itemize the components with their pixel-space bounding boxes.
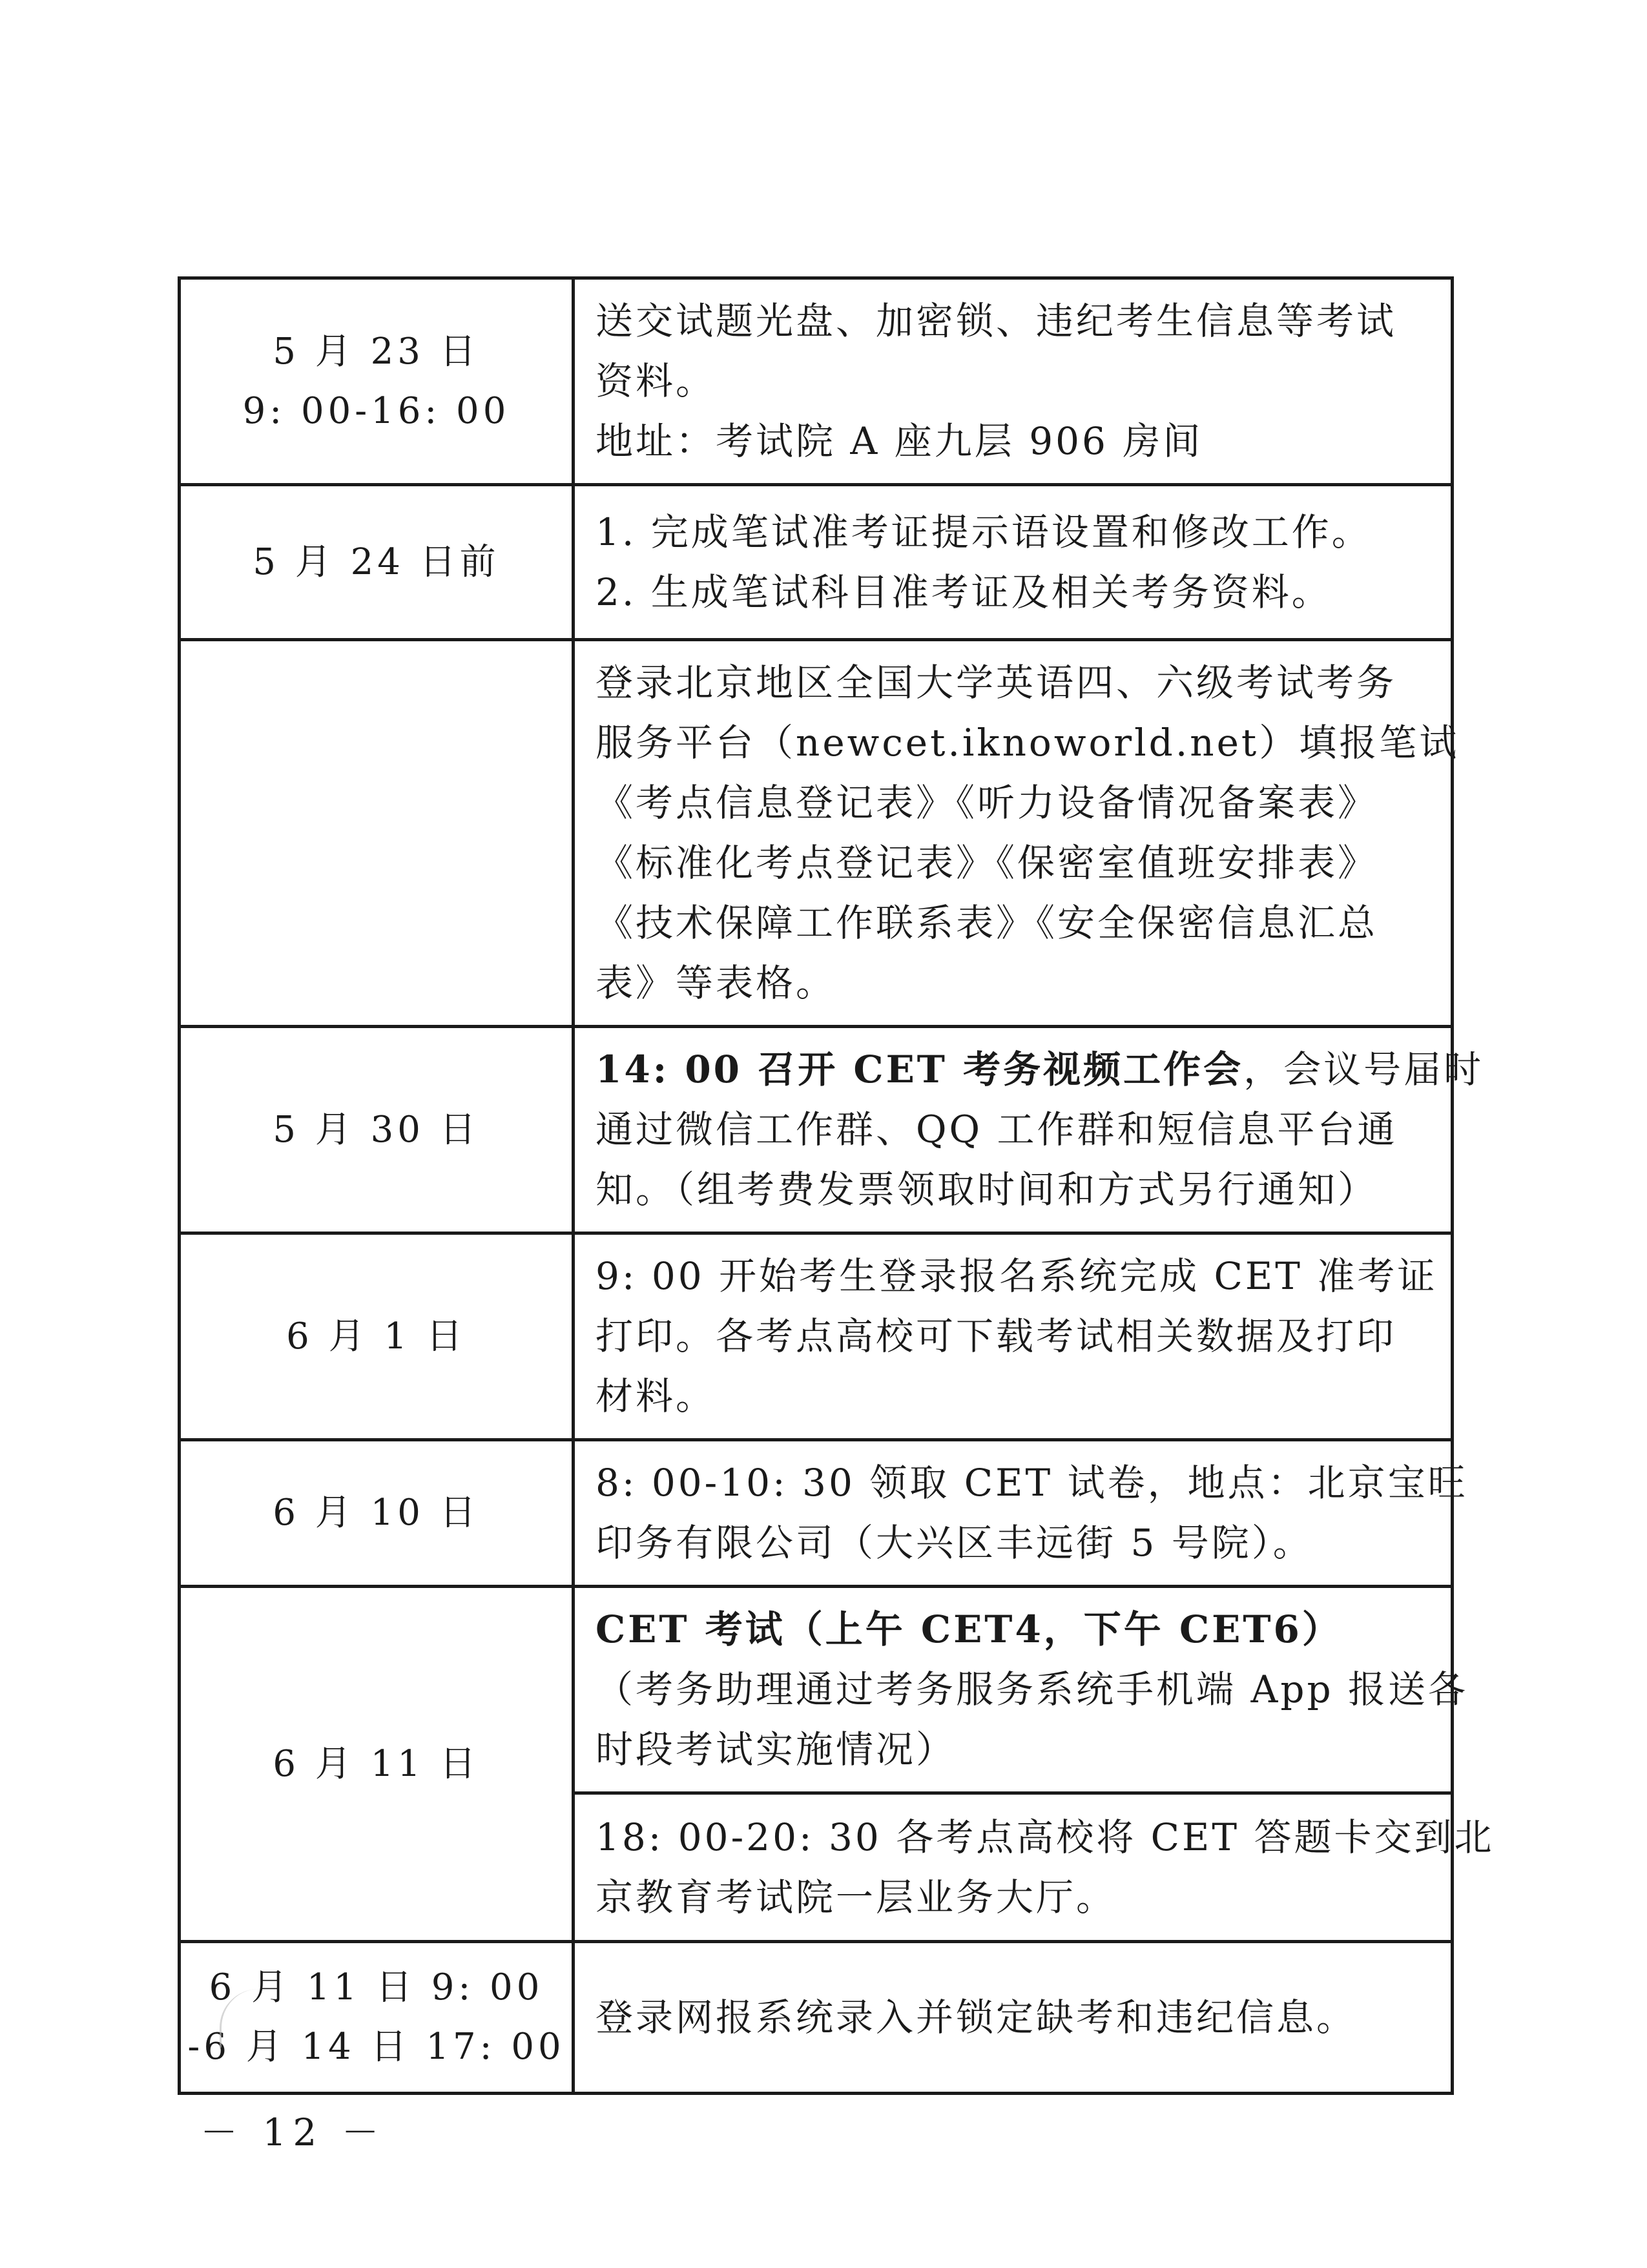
exam-highlight: CET 考试（上午 CET4，下午 CET6） (596, 1607, 1342, 1651)
description-cell (574, 1440, 1468, 1587)
description-line: 京教育考试院一层业务大厅。 (596, 1875, 1117, 1919)
description-line: 2. 生成笔试科目准考证及相关考务资料。 (596, 570, 1332, 614)
description-line: 1. 完成笔试准考证提示语设置和修改工作。 (596, 510, 1372, 554)
description-line: 资料。 (596, 359, 716, 403)
table-row (180, 485, 1453, 640)
description-line: 通过微信工作群、QQ 工作群和短信息平台通 (596, 1108, 1398, 1151)
description-cell (574, 1233, 1453, 1440)
description-cell (574, 1942, 1453, 2094)
table-row (180, 640, 1453, 1027)
date-cell (180, 1587, 574, 1942)
date-line: -6 月 14 日 17: 00 (187, 2026, 565, 2068)
date-line: 5 月 30 日 (273, 1108, 480, 1151)
date-cell (180, 1440, 574, 1587)
description-cell (574, 1587, 1469, 1793)
description-line: 地址：考试院 A 座九层 906 房间 (596, 419, 1203, 463)
page-number: － 12 － (200, 2110, 386, 2154)
description-cell (574, 1793, 1495, 1942)
description-line: 登录北京地区全国大学英语四、六级考试考务 (596, 661, 1397, 705)
schedule-table (178, 276, 1495, 2095)
date-cell (180, 485, 574, 640)
date-line: 9: 00-16: 00 (242, 389, 510, 432)
description-cell (574, 640, 1460, 1027)
description-cell (574, 485, 1453, 640)
table-row (180, 1440, 1453, 1587)
description-line: 登录网报系统录入并锁定缺考和违纪信息。 (596, 1995, 1357, 2039)
description-line: 《标准化考点登记表》《保密室值班安排表》 (596, 841, 1378, 885)
description-line: （考务助理通过考务服务系统手机端 App 报送各 (596, 1667, 1469, 1711)
date-line: 5 月 24 日前 (253, 541, 500, 583)
description-line: 表》等表格。 (596, 961, 836, 1005)
description-line: 《考点信息登记表》《听力设备情况备案表》 (596, 781, 1378, 825)
description-cell (574, 1027, 1484, 1233)
description-line: 《技术保障工作联系表》《安全保密信息汇总 (596, 901, 1378, 945)
date-cell (180, 278, 574, 485)
date-line: 6 月 11 日 (273, 1742, 480, 1785)
description-cell (574, 278, 1453, 485)
description-line: 知。（组考费发票领取时间和方式另行通知） (596, 1168, 1378, 1211)
date-line: 5 月 23 日 (273, 330, 480, 373)
meeting-highlight: 14: 00 召开 CET 考务视频工作会 (596, 1047, 1244, 1091)
date-line: 6 月 1 日 (286, 1315, 466, 1357)
table-row (180, 1027, 1453, 1233)
description-line: 送交试题光盘、加密锁、违纪考生信息等考试 (596, 299, 1397, 343)
table-row (180, 1587, 1453, 1793)
table-row (180, 278, 1453, 485)
description-text: ，会议号届时 (1243, 1047, 1484, 1091)
description-line: 打印。各考点高校可下载考试相关数据及打印 (596, 1314, 1397, 1358)
date-line: 6 月 10 日 (273, 1492, 480, 1534)
description-line: 服务平台（newcet.iknoworld.net）填报笔试 (596, 721, 1460, 765)
date-cell (180, 640, 574, 1027)
description-line: 18: 00-20: 30 各考点高校将 CET 答题卡交到北 (596, 1815, 1495, 1859)
description-line: 材料。 (596, 1374, 716, 1418)
date-line: 6 月 11 日 9: 00 (209, 1966, 544, 2008)
date-cell (180, 1233, 574, 1440)
description-line: 时段考试实施情况） (596, 1727, 957, 1771)
table-row (180, 1942, 1453, 2094)
description-line: 印务有限公司（大兴区丰远街 5 号院）。 (596, 1521, 1313, 1565)
date-cell (180, 1027, 574, 1233)
description-line: 9: 00 开始考生登录报名系统完成 CET 准考证 (596, 1254, 1438, 1298)
table-row (180, 1233, 1453, 1440)
description-line: 8: 00-10: 30 领取 CET 试卷，地点：北京宝旺 (596, 1461, 1468, 1505)
description-line (596, 1040, 1484, 1100)
